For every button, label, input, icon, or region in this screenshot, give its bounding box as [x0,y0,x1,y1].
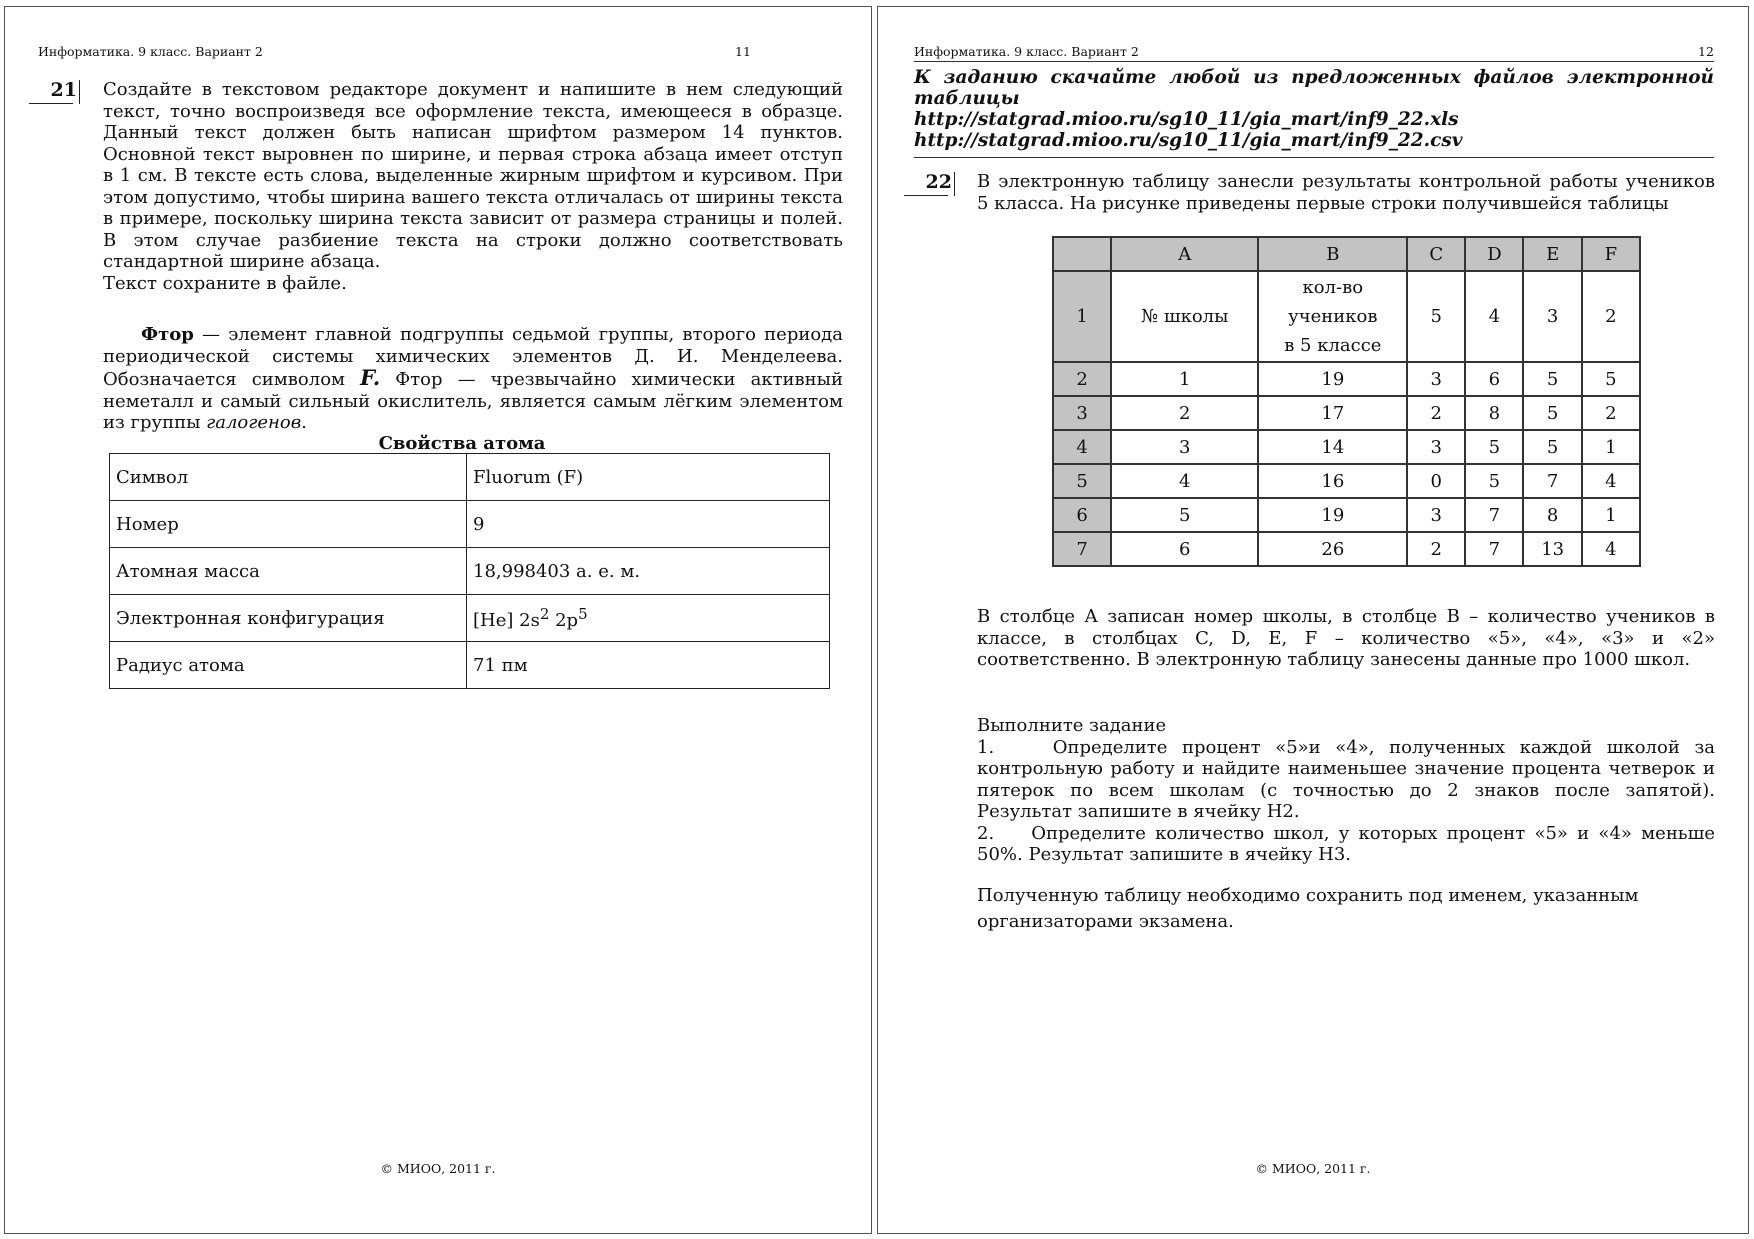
page-header: Информатика. 9 класс. Вариант 2 [38,44,263,59]
task-save-instruction: Текст сохраните в файле. [103,272,347,294]
sample-text-3: . [301,412,307,433]
page-number: 11 [735,44,751,59]
sample-bold-word: Фтор [141,324,194,345]
cell: 3 [1407,430,1465,464]
column-header: A [1111,237,1258,271]
cell: 14 [1258,430,1407,464]
page-number: 12 [1698,44,1714,59]
cell: 5 [1523,430,1581,464]
assignment [977,715,1715,866]
table-row [110,501,830,548]
property-label: Атомная масса [110,548,467,595]
cell: 4 [1465,271,1523,362]
cell: 13 [1523,532,1581,566]
sample-paragraph [103,324,843,434]
right-page [877,6,1749,1234]
cell: 5 [1407,271,1465,362]
cell: 2 [1407,396,1465,430]
cell: 7 [1465,532,1523,566]
task-number-text: 21 [50,79,77,101]
cell: 8 [1465,396,1523,430]
cell: 4 [1582,464,1640,498]
closing-instruction: Полученную таблицу необходимо сохранить под именем, указанным организаторами экзамена. [977,885,1639,932]
page-footer: © МИОО, 2011 г. [380,1161,496,1176]
row-header: 4 [1053,430,1111,464]
cell: 5 [1111,498,1258,532]
cell: 2 [1407,532,1465,566]
property-label: Радиус атома [110,642,467,689]
links-divider [914,157,1714,158]
column-description: В столбце А записан номер школы, в столбце В – количество учеников в классе, в столбцах C, D, E, F – количество «5», «4», «3» и «2» соответственно. В электронную таблицу занесены данные про 1000 школ. [977,606,1715,670]
column-header-row [1053,237,1640,271]
cell: 16 [1258,464,1407,498]
table-row [1053,271,1640,362]
table-row [1053,532,1640,566]
cell: 8 [1523,498,1581,532]
cell: 2 [1582,396,1640,430]
column-header: B [1258,237,1407,271]
property-label: Символ [110,454,467,501]
task-description [103,79,843,294]
file-link-csv[interactable]: http://statgrad.mioo.ru/sg10_11/gia_mart/inf9_22.csv [914,130,1463,151]
table-row [1053,430,1640,464]
table-row [1053,396,1640,430]
assignment-item: 1. Определите процент «5»и «4», полученных каждой школой за контрольную работу и найдите наименьшее значение процента четверок и пятерок по всем школам (с точностью до 2 знаков после запятой). Результат запишите в ячейку H2. [977,736,1715,822]
cell: 1 [1111,362,1258,396]
download-note [914,67,1714,151]
cell: кол-во учеников в 5 классе [1258,271,1407,362]
table-title: Свойства атома [378,433,546,454]
row-header: 1 [1053,271,1111,362]
sample-symbol: F. [360,365,381,390]
property-label: Электронная конфигурация [110,595,467,642]
cell: 2 [1582,271,1640,362]
file-link-xls[interactable]: http://statgrad.mioo.ru/sg10_11/gia_mart/inf9_22.xls [914,109,1459,130]
property-label: Номер [110,501,467,548]
cell: 3 [1523,271,1581,362]
cell: 0 [1407,464,1465,498]
table-row [1053,362,1640,396]
assignment-item: 2. Определите количество школ, у которых процент «5» и «4» меньше 50%. Результат запишите в ячейку H3. [977,822,1715,865]
cell: 7 [1465,498,1523,532]
cell: 5 [1465,464,1523,498]
row-header: 6 [1053,498,1111,532]
cell: 4 [1111,464,1258,498]
assignment-title: Выполните задание [977,715,1167,736]
sample-italic-word: галогенов [206,412,302,433]
cell: 5 [1523,362,1581,396]
property-value-electron-config: [He] $2s^2$ $2p^5$ [467,595,830,642]
cell: 1 [1582,498,1640,532]
cell: 6 [1465,362,1523,396]
task-text: Создайте в текстовом редакторе документ и напишите в нем следующий текст, точно воспроизведя все оформление текста, имеющееся в образце. Данный текст должен быть написан шрифтом размером 14 пунктов. Основной текст выровнен по ширине, и первая строка абзаца имеет отступ в 1 см. В тексте есть слова, выделенные жирным шрифтом и курсивом. При этом допустимо, чтобы ширина вашего текста отличалась от ширины текста в примере, поскольку ширина текста зависит от размера страницы и полей. В этом случае разбиение текста на строки должно соответствовать стандартной ширине абзаца. [103,79,843,272]
task-intro: В электронную таблицу занесли результаты контрольной работы учеников 5 класса. На рисунке приведены первые строки получившейся таблицы [977,171,1715,214]
spreadsheet-table [1052,236,1641,567]
cell: 3 [1407,498,1465,532]
row-header: 5 [1053,464,1111,498]
cell: 5 [1582,362,1640,396]
page-footer: © МИОО, 2011 г. [1255,1161,1371,1176]
cell: 5 [1465,430,1523,464]
column-header: F [1582,237,1640,271]
task-number-text: 22 [925,171,952,193]
property-value: 71 пм [467,642,830,689]
sample-text-2: Фтор — чрезвычайно химически активный неметалл и самый сильный окислитель, является самым лёгким элементом из группы [103,369,844,433]
sample-text-1: — элемент главной подгруппы седьмой группы, второго периода периодической системы химических элементов Д. И. Менделеева. Обозначается символом [103,324,843,390]
property-value: 9 [467,501,830,548]
cell: 3 [1111,430,1258,464]
header-divider [914,61,1714,62]
cell: 6 [1111,532,1258,566]
row-header: 2 [1053,362,1111,396]
cell: 2 [1111,396,1258,430]
cell: 1 [1582,430,1640,464]
cell: № школы [1111,271,1258,362]
cell: 26 [1258,532,1407,566]
cell: 19 [1258,498,1407,532]
column-header: C [1407,237,1465,271]
row-header: 7 [1053,532,1111,566]
cell: 19 [1258,362,1407,396]
column-header: D [1465,237,1523,271]
left-page [4,6,872,1234]
page-header: Информатика. 9 класс. Вариант 2 [914,44,1139,59]
row-header: 3 [1053,396,1111,430]
table-row [110,548,830,595]
cell: 17 [1258,396,1407,430]
table-row [1053,498,1640,532]
property-value: Fluorum (F) [467,454,830,501]
column-header: E [1523,237,1581,271]
table-row [1053,464,1640,498]
task-number [908,171,952,193]
table-row [110,595,830,642]
cell: 3 [1407,362,1465,396]
property-value: 18,998403 а. е. м. [467,548,830,595]
cell: 5 [1523,396,1581,430]
table-row [110,454,830,501]
download-note-text: К заданию скачайте любой из предложенных файлов электронной таблицы [914,67,1714,109]
cell: 4 [1582,532,1640,566]
cell: 7 [1523,464,1581,498]
table-row [110,642,830,689]
task-number [33,79,77,101]
atom-properties-table [109,453,830,689]
corner-cell [1053,237,1111,271]
